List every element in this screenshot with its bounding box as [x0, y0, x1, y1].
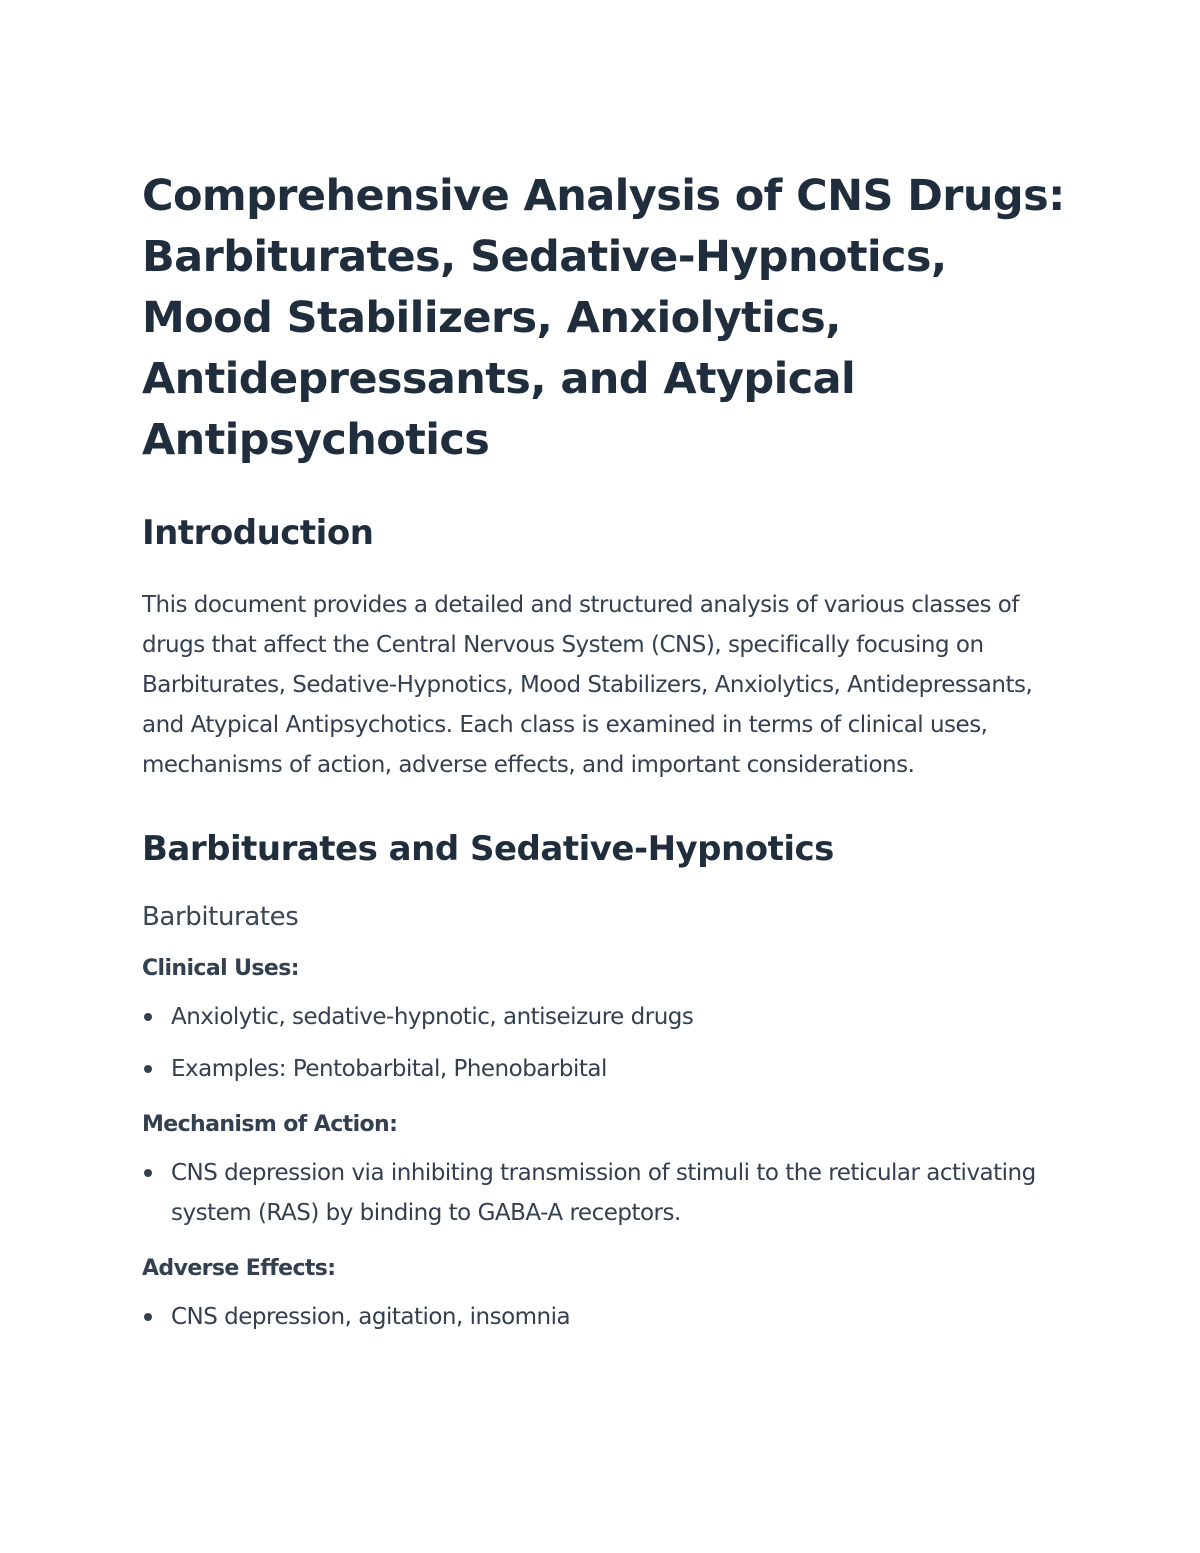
bullet-icon — [144, 1065, 152, 1073]
document-title: Comprehensive Analysis of CNS Drugs: Barbiturates, Sedative-Hypnotics, Mood Stabilizers, Anxiolytics, Antidepressants, and Atypical Antipsychotics — [142, 171, 1065, 465]
introduction-paragraph: This document provides a detailed and structured analysis of various classes of drugs that affect the Central Nervous System (CNS), specifically focusing on Barbiturates, Sedative-Hypnotics, Mood Stabilizers, Anxiolytics, Antidepressants, and Atypical Antipsychotics. Each class is examined in terms of clinical uses, mechanisms of action, adverse effects, and important considerations. — [142, 592, 1033, 778]
mechanism-of-action-label: Mechanism of Action: — [142, 1112, 398, 1137]
list-item — [142, 1297, 1072, 1337]
list-item — [142, 1049, 1072, 1089]
bullet-icon — [144, 1013, 152, 1021]
list-item — [142, 1153, 1072, 1233]
document-page — [142, 166, 1072, 1337]
bullet-icon — [144, 1169, 152, 1177]
bullet-icon — [144, 1313, 152, 1321]
list-item-text: CNS depression, agitation, insomnia — [171, 1304, 571, 1330]
list-item-text: CNS depression via inhibiting transmission of stimuli to the reticular activating system (RAS) by binding to GABA-A receptors. — [171, 1160, 1036, 1226]
section-heading-barbiturates-sedative-hypnotics: Barbiturates and Sedative-Hypnotics — [142, 829, 834, 869]
clinical-uses-list — [142, 997, 1072, 1089]
introduction-heading: Introduction — [142, 513, 374, 553]
clinical-uses-label: Clinical Uses: — [142, 956, 299, 981]
adverse-effects-list — [142, 1297, 1072, 1337]
subsection-heading-barbiturates: Barbiturates — [142, 902, 299, 932]
adverse-effects-label: Adverse Effects: — [142, 1256, 336, 1281]
list-item-text: Anxiolytic, sedative-hypnotic, antiseizure drugs — [171, 1004, 694, 1030]
list-item-text: Examples: Pentobarbital, Phenobarbital — [171, 1056, 607, 1082]
mechanism-of-action-list — [142, 1153, 1072, 1233]
list-item — [142, 997, 1072, 1037]
